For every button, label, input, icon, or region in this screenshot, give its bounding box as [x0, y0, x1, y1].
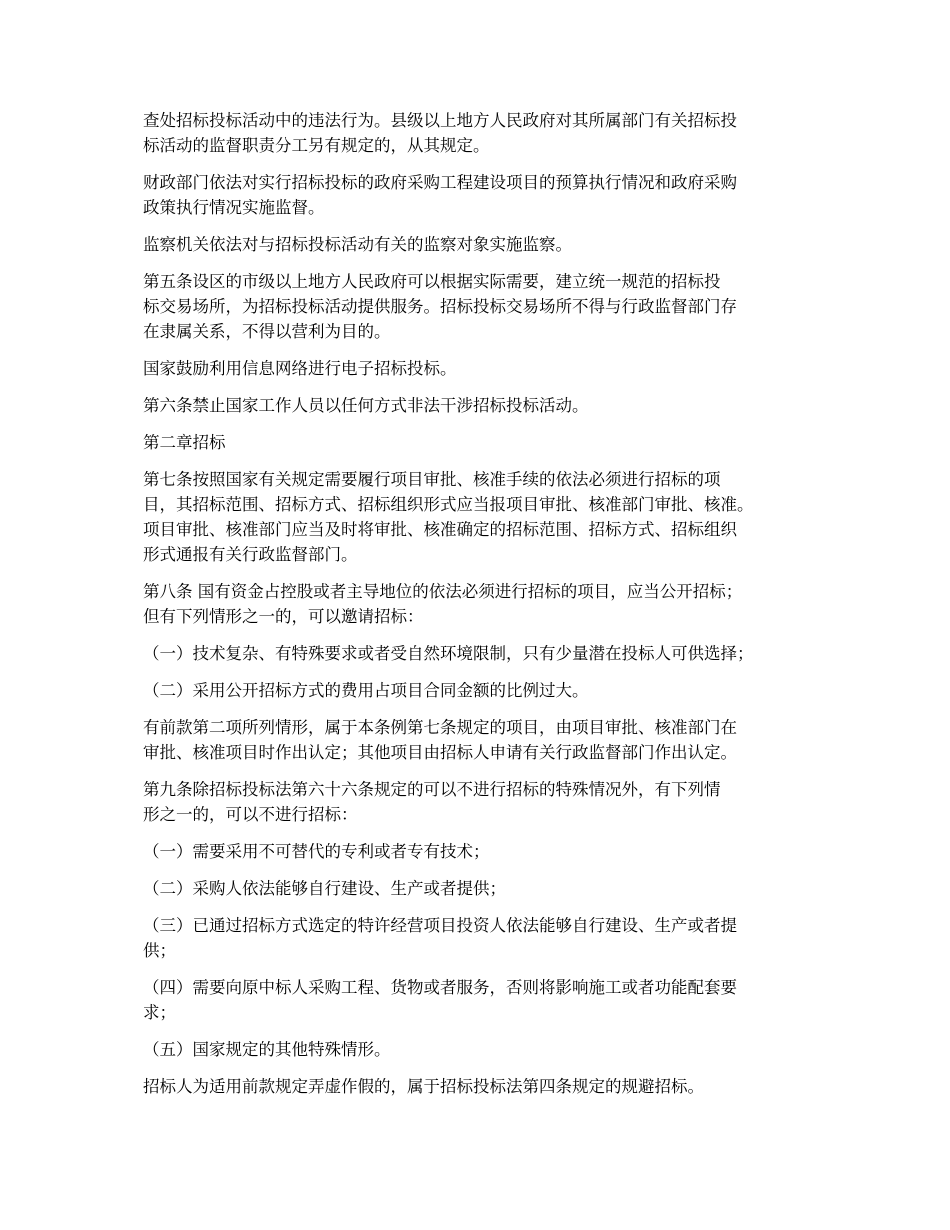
chapter-heading: 第二章招标	[143, 433, 226, 452]
list-item: （二）采用公开招标方式的费用占项目合同金额的比例过大。	[143, 681, 589, 700]
paragraph-12: 有前款第二项所列情形，属于本条例第七条规定的项目，由项目审批、核准部门在 审批、核准项目时作出认定；其他项目由招标人申请有关行政监督部门作出认定。	[143, 718, 737, 762]
list-item: （一）技术复杂、有特殊要求或者受自然环境限制，只有少量潜在投标人可供选择；	[143, 644, 754, 663]
paragraph-5: 国家鼓励利用信息网络进行电子招标投标。	[143, 359, 457, 378]
paragraph-3: 监察机关依法对与招标投标活动有关的监察对象实施监察。	[143, 235, 572, 254]
paragraph-2: 财政部门依法对实行招标投标的政府采购工程建设项目的预算执行情况和政府采购 政策执行情况实施监督。	[143, 173, 737, 217]
list-item: （二）采购人依法能够自行建设、生产或者提供；	[143, 879, 506, 898]
list-item: （五）国家规定的其他特殊情形。	[143, 1040, 391, 1059]
article-9-paragraph: 第九条除招标投标法第六十六条规定的可以不进行招标的特殊情况外，有下列情 形之一的，可以不进行招标：	[143, 780, 721, 824]
list-item: （三）已通过招标方式选定的特许经营项目投资人依法能够自行建设、生产或者提 供；	[143, 916, 737, 960]
paragraph-1: 查处招标投标活动中的违法行为。县级以上地方人民政府对其所属部门有关招标投 标活动的监督职责分工另有规定的，从其规定。	[143, 111, 737, 155]
article-8-paragraph: 第八条 国有资金占控股或者主导地位的依法必须进行招标的项目，应当公开招标； 但有下列情形之一的，可以邀请招标：	[143, 582, 743, 626]
article-6-paragraph: 第六条禁止国家工作人员以任何方式非法干涉招标投标活动。	[143, 396, 589, 415]
article-7-paragraph: 第七条按照国家有关规定需要履行项目审批、核准手续的依法必须进行招标的项 目，其招标范围、招标方式、招标组织形式应当报项目审批、核准部门审批、核准。 项目审批、核准部门应当及时将审批、核准确定的招标范围、招标方式、招标组织 形式通报有关行政监督部门。	[143, 470, 754, 564]
article-5-paragraph: 第五条设区的市级以上地方人民政府可以根据实际需要，建立统一规范的招标投 标交易场所，为招标投标活动提供服务。招标投标交易场所不得与行政监督部门存 在隶属关系，不得以营利为目的。	[143, 272, 737, 341]
list-item: （一）需要采用不可替代的专利或者专有技术；	[143, 842, 490, 861]
document-body	[143, 108, 833, 1111]
list-item: （四）需要向原中标人采购工程、货物或者服务，否则将影响施工或者功能配套要 求；	[143, 978, 737, 1022]
paragraph-19: 招标人为适用前款规定弄虚作假的，属于招标投标法第四条规定的规避招标。	[143, 1077, 704, 1096]
